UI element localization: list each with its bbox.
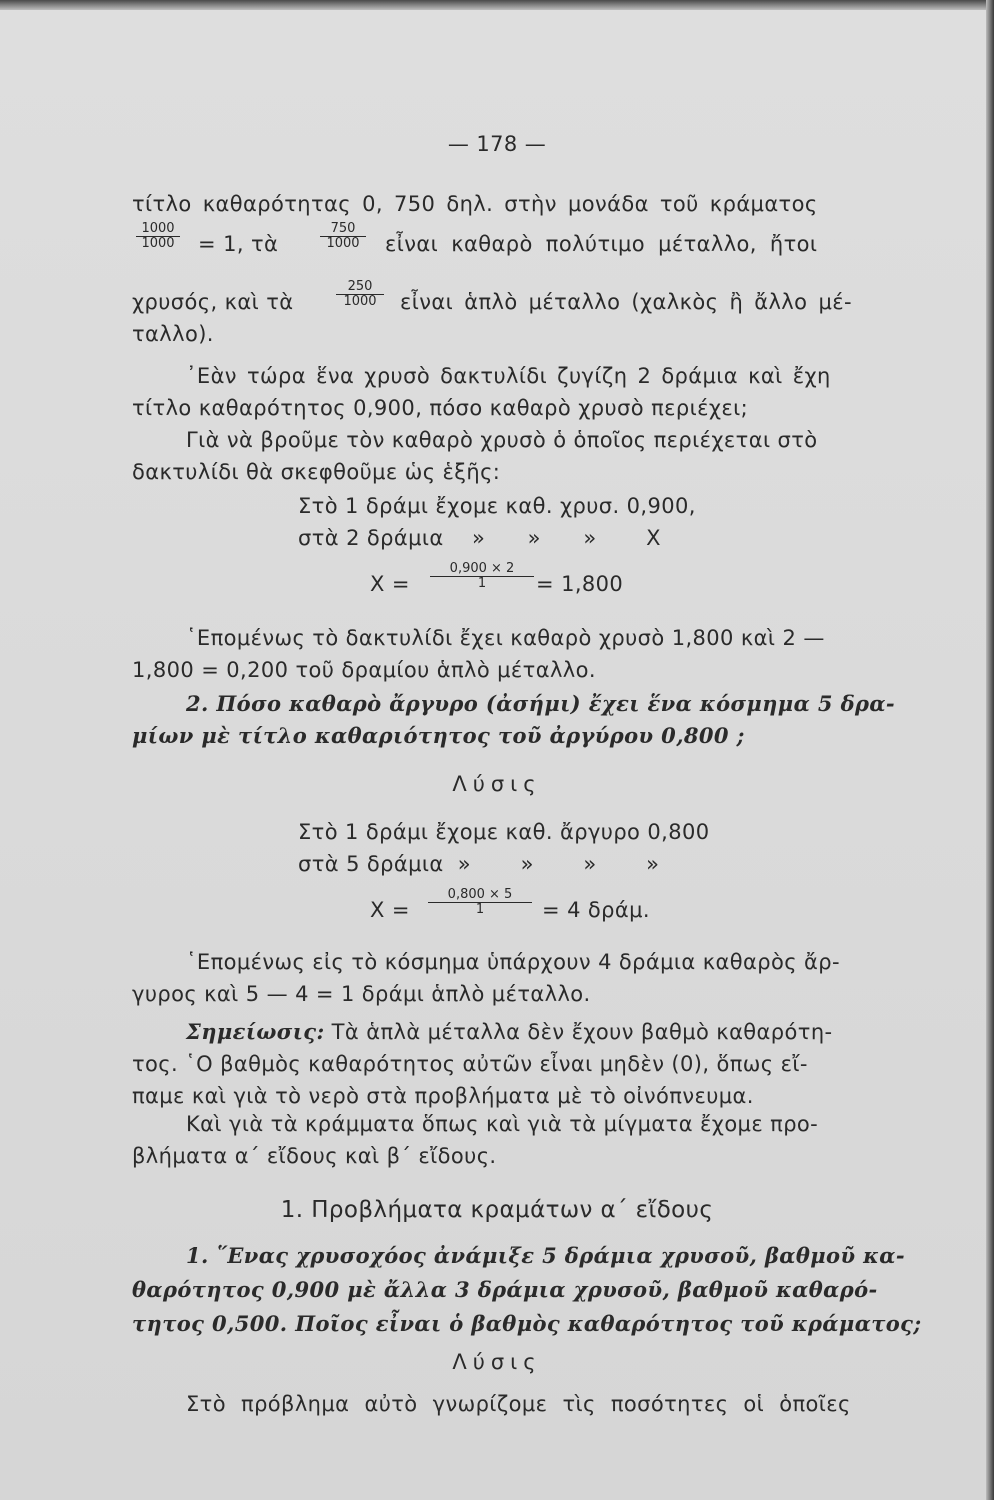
- fraction-denominator: 1000: [343, 294, 377, 309]
- problem-heading: θαρότητος 0,900 μὲ ἄλλα 3 δράμια χρυσοῦ, βαθμοῦ καθαρό-: [132, 1277, 878, 1302]
- note-label: Σημείωσις:: [186, 1019, 325, 1044]
- fraction-denominator: 1: [475, 902, 485, 917]
- problem-heading: μίων μὲ τίτλο καθαριότητος τοῦ ἀργύρου 0,800 ;: [132, 723, 745, 748]
- text-line: Γιὰ νὰ βροῦμε τὸν καθαρὸ χρυσὸ ὁ ὁποῖος περιέχεται στὸ: [186, 428, 818, 452]
- formula-lhs: X =: [370, 898, 410, 922]
- problem-heading: 2. Πόσο καθαρὸ ἄργυρο (ἀσήμι) ἔχει ἕνα κόσμημα 5 δρα-: [186, 691, 896, 716]
- text-line: Στὸ 1 δράμι ἔχομε καθ. χρυσ. 0,900,: [298, 494, 696, 518]
- problem-heading: τητος 0,500. Ποῖος εἶναι ὁ βαθμὸς καθαρότητος τοῦ κράματος;: [132, 1311, 922, 1336]
- text-line: χρυσός, καὶ τὰ: [132, 290, 294, 314]
- note-text: Τὰ ἁπλὰ μέταλλα δὲν ἔχουν βαθμὸ καθαρότη-: [331, 1020, 833, 1044]
- text-line: ταλλο).: [132, 322, 214, 346]
- fraction-denominator: 1: [477, 576, 487, 591]
- formula-rhs: = 4 δράμ.: [542, 898, 650, 922]
- fraction-numerator: 250: [347, 279, 373, 294]
- fraction: [336, 280, 384, 309]
- text-line: εἶναι καθαρὸ πολύτιμο μέταλλο, ἤτοι: [385, 232, 818, 256]
- text-line: δακτυλίδι θὰ σκεφθοῦμε ὡς ἑξῆς:: [132, 460, 501, 484]
- text-line: εἶναι ἁπλὸ μέταλλο (χαλκὸς ἢ ἄλλο μέ-: [400, 290, 852, 314]
- fraction-numerator: 1000: [141, 221, 175, 236]
- fraction-numerator: 0,900 × 2: [449, 561, 515, 576]
- fraction-denominator: 1000: [326, 236, 360, 251]
- text-line: βλήματα α΄ εἴδους καὶ β΄ εἴδους.: [132, 1144, 497, 1168]
- section-heading: 1. Προβλήματα κραμάτων α΄ εἴδους: [280, 1197, 714, 1223]
- problem-heading: 1. ῞Ενας χρυσοχόος ἀνάμιξε 5 δράμια χρυσοῦ, βαθμοῦ κα-: [186, 1243, 905, 1268]
- text-line: Στὸ 1 δράμι ἔχομε καθ. ἄργυρο 0,800: [298, 820, 710, 844]
- fraction: [320, 222, 366, 251]
- text-line: Στὸ πρόβλημα αὐτὸ γνωρίζομε τὶς ποσότητες οἱ ὁποῖες: [186, 1392, 851, 1416]
- fraction-numerator: 0,800 × 5: [447, 887, 513, 902]
- fraction: [428, 888, 532, 917]
- text-line: ῾Επομένως τὸ δακτυλίδι ἔχει καθαρὸ χρυσὸ 1,800 καὶ 2 —: [186, 626, 825, 650]
- text-line: ῾Επομένως εἰς τὸ κόσμημα ὑπάρχουν 4 δράμια καθαρὸς ἄρ-: [186, 950, 840, 974]
- text-line: παμε καὶ γιὰ τὸ νερὸ στὰ προβλήματα μὲ τὸ οἰνόπνευμα.: [132, 1084, 754, 1108]
- text-line: 1,800 = 0,200 τοῦ δραμίου ἁπλὸ μέταλλο.: [132, 658, 596, 682]
- text-line: Καὶ γιὰ τὰ κράμματα ὅπως καὶ γιὰ τὰ μίγματα ἔχομε προ-: [186, 1112, 819, 1136]
- text-line: τος. ῾Ο βαθμὸς καθαρότητος αὐτῶν εἶναι μηδὲν (0), ὅπως εἴ-: [132, 1052, 808, 1076]
- fraction-numerator: 750: [330, 221, 356, 236]
- solution-heading: Λύσις: [452, 1350, 542, 1374]
- text-line: = 1, τὰ: [198, 232, 279, 256]
- fraction: [136, 222, 180, 251]
- text-line: γυρος καὶ 5 — 4 = 1 δράμι ἁπλὸ μέταλλο.: [132, 982, 591, 1006]
- text-line: στὰ 2 δράμια » » » X: [298, 526, 661, 550]
- fraction: [430, 562, 534, 591]
- text-line: [186, 1018, 833, 1046]
- formula-rhs: = 1,800: [536, 572, 624, 596]
- fraction-denominator: 1000: [141, 236, 175, 251]
- solution-heading: Λύσις: [452, 772, 542, 796]
- page-right-edge: [986, 0, 994, 1500]
- text-line: στὰ 5 δράμια » » » »: [298, 852, 660, 876]
- page-number: — 178 —: [447, 132, 547, 156]
- text-line: τίτλο καθαρότητος 0,900, πόσο καθαρὸ χρυσὸ περιέχει;: [132, 396, 749, 420]
- formula-lhs: X =: [370, 572, 410, 596]
- text-line: ᾿Εὰν τώρα ἕνα χρυσὸ δακτυλίδι ζυγίζη 2 δράμια καὶ ἔχη: [186, 364, 831, 388]
- text-line: τίτλο καθαρότητας 0, 750 δηλ. στὴν μονάδα τοῦ κράματος: [132, 192, 818, 216]
- page-top-edge: [0, 0, 994, 10]
